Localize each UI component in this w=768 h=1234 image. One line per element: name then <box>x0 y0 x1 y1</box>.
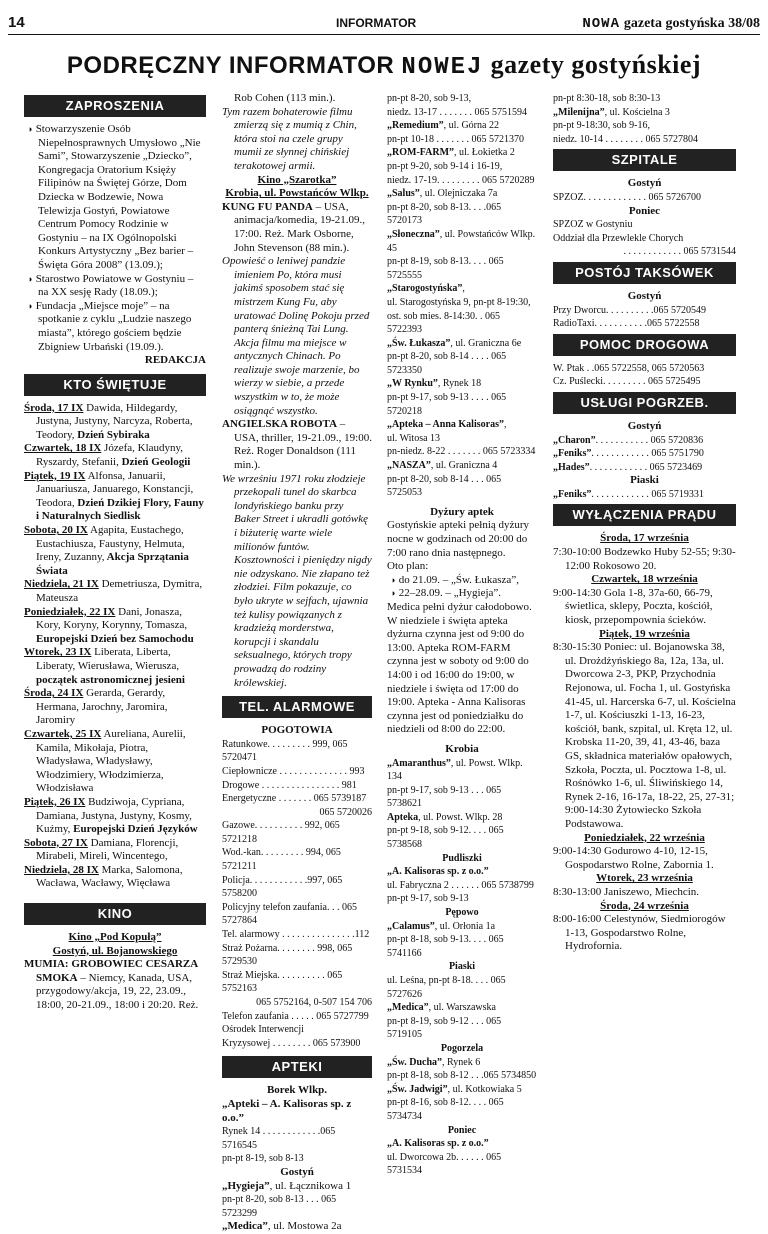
wylaczenia-pradu-heading: WYŁĄCZENIA PRĄDU <box>553 504 736 526</box>
outage-text: 9:00-14:30 Godurowo 4-10, 12-15, Gospodarstwo Rolne, Zabornia 1. <box>553 845 714 871</box>
pharmacy-line <box>387 350 537 377</box>
pharmacy-line <box>387 784 537 811</box>
nameday-entry <box>24 864 206 891</box>
page-number: 14 <box>8 14 25 31</box>
kto-swietuje-heading: KTO ŚWIĘTUJE <box>24 374 206 396</box>
title-pre: PODRĘCZNY INFORMATOR <box>66 52 395 79</box>
nameday-list <box>24 402 206 891</box>
pharmacy-detail: , ul. Kotkowiaka 5 <box>447 1083 522 1095</box>
pharmacy-name: „Słoneczna” <box>387 228 440 240</box>
pomoc-drogowa-heading: POMOC DROGOWA <box>553 334 736 356</box>
nameday-date: Środa, 17 IX <box>24 401 84 414</box>
nameday-date: Niedziela, 28 IX <box>24 863 99 876</box>
pharmacy-line <box>387 119 537 133</box>
page-title <box>0 50 768 81</box>
pharmacy-line <box>387 228 537 255</box>
nameday-names: Gerarda, Gerardy, Hermana, Jarochny, Jaromira, Jaromiry <box>36 687 168 727</box>
pharmacy-line <box>387 920 537 934</box>
city-heading: Borek Wlkp. <box>266 1084 328 1097</box>
publication-name <box>582 14 760 32</box>
pharmacy-address: , ul. Kościelna 3 <box>604 106 670 118</box>
pharmacy-detail: ul. Witosa 13 <box>387 432 441 444</box>
pharmacy-detail: pn-pt 8-18, sob 8-12 . . .065 5734850 <box>387 1070 537 1082</box>
nameday-event: Akcja Sprzątania Świata <box>36 551 189 577</box>
city-heading: Poniec <box>447 1124 477 1136</box>
pharmacy-name: „Remedium” <box>387 120 444 132</box>
pharmacy-line <box>387 1151 537 1178</box>
nameday-entry <box>24 442 206 469</box>
funeral-phone: . . . . . . . . . . . . 065 5751790 <box>591 448 704 460</box>
nameday-event: Dzień Geologii <box>118 456 191 469</box>
pharmacy-name: „Starogostyńska” <box>387 283 463 295</box>
phone-entry: Drogowe . . . . . . . . . . . . . . . . 981 <box>222 779 357 791</box>
dyzury-heading: Dyżury aptek <box>430 505 494 518</box>
city-heading: Poniec <box>628 204 661 217</box>
apteki-heading: APTEKI <box>222 1056 372 1078</box>
pharmacy-line <box>387 933 537 960</box>
outage-text: 8:30-15:30 Poniec: ul. Bojanowska 38, ul. Drożdżyńskiego 8a, 12a, 13a, ul. Dworcowa 2-3, PKP, Przychodnia Rejonowa, ul. Focha 1, ul. Gostyńska 41-45, ul. Harcerska 6-7, ul. Kościelna 1-7, ul. Kościuszki 1-13, 16-23, kościół, bank, szpital, ul. Kręta 12, ul. Krobska 11-20, 39, 41, 43-46, baza GS, składnica materiałów opałowych, Szkoła, Poczta, ul. Pocztowa 1-8, ul. Rośnówko 1-6, ul. Śliwińskiego 14, Rynek 2-16, 16-17a, 18-22, 25, 27-31; 9:00-14:30 Żytowiecko Szkoła Podstawowa. <box>553 641 736 830</box>
pharmacy-detail: pn-pt 8-20, sob 8-14 . . . . 065 5723350 <box>387 351 507 376</box>
pharmacy-line <box>387 187 537 201</box>
nameday-entry <box>24 578 206 605</box>
funeral-phone: . . . . . . . . . . . . 065 5723469 <box>589 461 703 473</box>
nameday-event: Dzień Dzikiej Flory, Fauny i Naturalnych Siedlisk <box>36 496 204 523</box>
pharmacy-name: „Medica” <box>387 1002 429 1014</box>
zaproszenie-item: ◗ Stowarzyszenie Osób Niepełnosprawnych Umysłowo „Nie Sami”, Stowarzyszenie „Dziecko”, Kongregacja Oratorium Księży Filipinów na Świętej Górze, Dom Dziecka w Bodzewie, Nowa Telewizja Gostyń, Powiatowe Centrum Pomocy Rodzinie w Gostyniu – na IX Ogólnopolski Konkurs Artystyczny „Bez barier – Święta Góra 2008” (13.09.); <box>24 123 206 273</box>
taxi-entry: RadioTaxi. . . . . . . . . . .065 5722558 <box>553 318 700 330</box>
outage-text: 8:00-16:00 Celestynów, Siedmiorogów 1-13, Gospodarstwo Rolne, Hydrofornia. <box>553 913 726 953</box>
pharmacy-detail: ost. sob mies. 8-14:30. . 065 5722393 <box>387 310 501 336</box>
pharmacy-line <box>387 1001 537 1015</box>
pharmacy-list-region <box>387 757 537 1178</box>
pharmacy-line <box>387 92 537 106</box>
pharmacy-detail: pn-pt 10-18 . . . . . . . 065 5721370 <box>387 133 524 145</box>
phone-entry: Tel. alarmowy . . . . . . . . . . . . . . .112 <box>222 929 370 941</box>
film-title: MUMIA: GROBOWIEC CESARZA SMOKA <box>24 958 198 984</box>
phone-entry: Policyjny telefon zaufania. . . 065 5727864 <box>222 901 357 927</box>
kino-name: Kino „Pod Kopułą” <box>68 931 162 944</box>
pharmacy-name: „Św. Łukasza” <box>387 337 451 349</box>
page-header <box>0 0 768 44</box>
film-description: Opowieść o leniwej pandzie imieniem Po, która musi jakimś sposobem stać się mistrzem Kung Fu, aby uratować Dolinę Pokoju przed panterą śnieżną Tai Lung. Akcja filmu ma miejsce w antycznych Chinach. Po realizuje swoje marzenie, bo wierzy w siebie, a przede wszystkim w to, że może osiągnąć wszystko. <box>222 255 370 417</box>
film-description: Tym razem bohaterowie filmu zmierzą się z mumią z Chin, która stoi na czele grupy mumii ze słynnej chińskiej terakotowej armii. <box>222 105 357 172</box>
pharmacy-detail: niedz. 17-19. . . . . . . . . 065 5720289 <box>387 174 535 186</box>
plan-item: ◗ do 21.09. – „Św. Łukasza”, <box>387 574 537 588</box>
pharmacy-name: „Milenijna” <box>553 106 605 118</box>
nameday-entry <box>24 646 206 687</box>
pharmacy-detail: , ul. Graniczna 4 <box>430 460 498 472</box>
pharmacy-line <box>387 1069 537 1083</box>
nameday-entry <box>24 470 206 524</box>
pharmacy-line <box>387 310 537 337</box>
nameday-event: Europejski Dzień Języków <box>70 823 198 836</box>
nameday-date: Wtorek, 23 IX <box>24 646 92 659</box>
film-title: KUNG FU PANDA <box>222 200 313 213</box>
funeral-name: „Hades” <box>553 461 590 473</box>
pharmacy-name: „A. Kalisoras sp. z o.o.” <box>387 866 489 878</box>
city-heading: Piaski <box>448 961 476 973</box>
pharmacy-detail: pn-pt 9-18, sob 9-12. . . . 065 5738568 <box>387 825 504 851</box>
nameday-entry <box>24 837 206 864</box>
nameday-names: Alfonsa, Januarii, Januariusza, Januarego, Konstancji, Teodora, <box>36 469 194 509</box>
pharmacy-name: „ROM-FARM” <box>387 147 455 159</box>
pharmacy-detail: , ul. Powstańców Wlkp. 45 <box>387 228 536 254</box>
pharmacy-detail: pn-pt 8-19, sob 9-12 . . . 065 5719105 <box>387 1015 502 1041</box>
funeral-phone: . . . . . . . . . . . . 065 5719331 <box>591 488 704 500</box>
pharmacy-name: Apteka <box>387 811 419 823</box>
phone-entry: Energetyczne . . . . . . . 065 5739187 <box>222 793 367 805</box>
nameday-date: Piątek, 26 IX <box>24 795 86 808</box>
pharmacy-line <box>387 418 537 432</box>
pharmacy-detail: pn-pt 8-20, sob 8-13. . . .065 5720173 <box>387 201 502 227</box>
pharmacy-hours: pn-pt 8:30-18, sob 8:30-13 <box>553 93 661 104</box>
phone-entry: Wod.-kan. . . . . . . . . 994, 065 5721211 <box>222 847 341 873</box>
pharmacy-name: „NASZA” <box>387 460 431 472</box>
pharmacy-address: Rynek 14 . . . . . . . . . . . .065 5716545 <box>222 1126 336 1151</box>
film-details: – USA, animacja/komedia, 19-21.09., 17:00. Reż. Mark Osborne, John Stevenson (88 min.). <box>234 200 366 254</box>
nameday-names: Budziwoja, Cypriana, Damiana, Justyna, Justyny, Kosmy, Kuźmy, <box>36 795 192 836</box>
film-description: We wrześniu 1971 roku złodzieje przekopali tunel do skarbca londyńskiego banku przy Baker Street i ukradli gotówkę i biżuterię warte wiele milionów funtów. Kosztowności i pieniędzy nigdy nie odzyskano. Nie złapano też złodziei. Film pokazuje, co było ukryte w sejfach, ujawnia też kulisy powiązanych z kradzieżą morderstwa, korupcji i skandalu seksualnego, których tropy prowadzą do rodziny królewskiej. <box>222 472 372 689</box>
pharmacy-line <box>387 1096 537 1123</box>
pharmacy-detail: ul. Starogostyńska 9, pn-pt 8-19:30, <box>387 296 531 308</box>
nameday-names: Demetriusza, Dymitra, Mateusza <box>36 578 203 604</box>
pharmacy-name: „Hygieja” <box>222 1179 270 1192</box>
city-heading: Gostyń <box>627 177 662 190</box>
nameday-event: Dzień Sybiraka <box>74 428 150 441</box>
pharmacy-detail: pn-pt 9-17, sob 9-13 . . . 065 5738621 <box>387 784 502 810</box>
pharmacy-name: „Apteka – Anna Kalisoras” <box>387 419 504 431</box>
funeral-name: „Feniks” <box>553 488 592 500</box>
pharmacy-hours: pn-pt 9-18:30, sob 9-16, <box>553 120 650 132</box>
phone-entry: Straż Pożarna. . . . . . . . 998, 065 5729530 <box>222 942 353 968</box>
pharmacy-line <box>387 445 537 459</box>
pharmacy-line <box>387 337 537 351</box>
medica-text: Medica pełni dyżur całodobowo. W niedziele i święta apteka dyżurna czynna jest od 9:00 do 13:00. Apteka ROM-FARM czynna jest w soboty od 9:00 do 14:00 i od 16:00 do 19:00, w niedziele i święta od 17:00 do 19:00. Apteka - Anna Kalisoras czynna jest od poniedziałku do niedzieli od 8:00 do 22:00. <box>387 600 532 736</box>
city-heading: Pępowo <box>445 907 479 919</box>
power-outage-list <box>553 532 736 953</box>
pharmacy-detail: ul. Fabryczna 2 . . . . . . 065 5738799 <box>387 879 534 891</box>
funeral-entry <box>553 461 736 475</box>
phone-entry: 065 5752164, 0-507 154 706 <box>256 997 372 1008</box>
city-heading: Gostyń <box>280 1165 314 1178</box>
pharmacy-line <box>387 133 537 147</box>
kino-heading: KINO <box>24 903 206 925</box>
pharmacy-address: , ul. Mostowa 2a <box>267 1220 342 1233</box>
pharmacy-detail: , ul. Orłonia 1a <box>434 920 496 932</box>
pharmacy-name: „Calamus” <box>387 920 435 932</box>
nameday-date: Poniedziałek, 22 IX <box>24 605 116 618</box>
outage-date: Środa, 17 września <box>600 532 689 545</box>
city-heading: Pogorzela <box>440 1042 484 1054</box>
outage-text: 8:30-13:00 Janiszewo, Miechcin. <box>553 885 700 898</box>
outage-text: 9:00-14:30 Gola 1-8, 37a-60, 66-79, świetlica, sklepy, Poczta, kościół, kiosk, przepompownia ścieków. <box>553 586 713 627</box>
film-details-cont: Rob Cohen (113 min.). <box>234 92 336 104</box>
pharmacy-detail: pn-pt 8-16, sob 8-12. . . . 065 5734734 <box>387 1097 504 1122</box>
pharmacy-detail: , Rynek 6 <box>442 1056 481 1068</box>
film-details: – USA, thriller, 19-21.09., 19:00. Reż. Roger Donaldson (111 min.). <box>234 418 372 472</box>
funeral-name: „Feniks” <box>553 448 592 460</box>
pharmacy-line <box>387 174 537 188</box>
pharmacy-line <box>387 201 537 228</box>
pharmacy-line <box>387 879 537 893</box>
pharmacy-line <box>387 391 537 418</box>
pharmacy-detail: niedz. 13-17 . . . . . . . 065 5751594 <box>387 106 527 118</box>
phone-entry: Gazowe. . . . . . . . . . 992, 065 5721218 <box>222 820 340 845</box>
pharmacy-line <box>387 757 537 784</box>
pharmacy-line <box>387 1015 537 1042</box>
pharmacy-detail: , <box>462 283 465 295</box>
pharmacy-name: „Amaranthus” <box>387 757 451 769</box>
film-title: ANGIELSKA ROBOTA <box>222 418 338 431</box>
outage-date: Poniedziałek, 22 września <box>584 831 705 844</box>
funeral-list <box>553 434 736 475</box>
funeral-entry <box>553 434 736 448</box>
nameday-names: Józefa, Klaudyny, Ryszardy, Stefanii, <box>36 442 184 469</box>
pharmacy-address: , ul. Łącznikowa 1 <box>269 1179 352 1192</box>
phone-entry: Policja. . . . . . . . . . . .997, 065 5758200 <box>222 874 343 900</box>
pogotowia-heading: POGOTOWIA <box>261 724 333 737</box>
pharmacy-line <box>387 824 537 851</box>
pharmacy-hours: pn-pt 8-19, sob 8-13 <box>222 1153 304 1165</box>
dyzury-text: Gostyńskie apteki pełnią dyżury nocne w godzinach od 20:00 do 7:00 rano dnia następnego. <box>387 519 530 559</box>
pharmacy-line <box>387 106 537 120</box>
pub-rest: gazeta gostyńska 38/08 <box>623 16 760 31</box>
phone-entry: Kryzysowej . . . . . . . . 065 573900 <box>222 1037 361 1049</box>
outage-text: 7:30-10:00 Bodzewko Huby 52-55; 9:30-12:00 Rokosowo 20. <box>553 546 736 572</box>
pharmacy-detail: , ul. Olejniczaka 7a <box>419 188 498 200</box>
phone-entry: 065 5720026 <box>319 806 372 818</box>
pharmacy-line <box>387 865 537 879</box>
hospital-phone: . . . . . . . . . . . . 065 5731544 <box>623 246 736 258</box>
nameday-date: Czwartek, 25 IX <box>24 727 102 740</box>
nameday-names: Dani, Jonasza, Kory, Koryny, Korynny, Tomasza, <box>36 605 188 632</box>
pub-nowa: NOWA <box>582 16 620 32</box>
pharmacy-line <box>387 296 537 310</box>
pharmacy-hours: pn-pt 8-20, sob 8-13 . . . 065 5723299 <box>222 1194 337 1219</box>
pharmacy-detail: ul. Dworcowa 2b. . . . . . 065 5731534 <box>387 1151 502 1177</box>
city-heading: Krobia <box>445 742 479 755</box>
city-heading: Gostyń <box>627 289 662 302</box>
taxi-entry: Przy Dworcu. . . . . . . . . .065 5720549 <box>553 304 707 316</box>
pharmacy-detail: , Rynek 18 <box>437 378 482 390</box>
zaproszenia-heading: ZAPROSZENIA <box>24 95 206 117</box>
nameday-names: Aureliana, Aurelii, Kamila, Mikołaja, Piotra, Władysława, Władysławy, Włodzimiery, Włodzimierza, Włodzisława <box>36 727 186 795</box>
nameday-date: Piątek, 19 IX <box>24 469 86 482</box>
pharmacy-detail: pn-pt 9-20, sob 9-14 i 16-19, <box>387 160 503 172</box>
film-details: – Niemcy, Kanada, USA, przygodowy/akcja, 19, 22, 23.09., 18:00, 20-21.09., 18:00 i 20:20. Reż. <box>36 971 199 1012</box>
uslugi-pogrzebowe-heading: USŁUGI POGRZEB. <box>553 392 736 414</box>
taxi-heading: POSTÓJ TAKSÓWEK <box>553 262 736 284</box>
pharmacy-name: „Medica” <box>222 1220 268 1233</box>
outage-date: Czwartek, 18 września <box>591 573 698 586</box>
nameday-entry <box>24 524 206 578</box>
nameday-entry <box>24 606 206 647</box>
pharmacy-line <box>387 1137 537 1151</box>
nameday-names: Dawida, Hildegardy, Justyna, Justyny, Narcyza, Roberta, Teodory, <box>36 401 193 441</box>
pharmacy-name: „W Rynku” <box>387 378 438 390</box>
pharmacy-line <box>387 473 537 500</box>
pharmacy-line <box>387 974 537 1001</box>
column-1 <box>24 92 206 1013</box>
outage-date: Piątek, 19 września <box>599 627 690 640</box>
column-2 <box>222 92 372 1234</box>
plan-label: Oto plan: <box>387 560 429 573</box>
roadside-entry: Cz. Puślecki. . . . . . . . . 065 5725495 <box>553 376 701 388</box>
phone-entry: Straż Miejska. . . . . . . . . . 065 5752163 <box>222 969 343 995</box>
pharmacy-line <box>387 1083 537 1097</box>
nameday-entry <box>24 402 206 443</box>
phone-entry: Ratunkowe. . . . . . . . . 999, 065 5720471 <box>222 738 348 764</box>
nameday-entry <box>24 687 206 728</box>
title-post: gazety gostyńskiej <box>490 50 702 79</box>
phone-entry: Ośrodek Interwencji <box>222 1024 304 1036</box>
hospital-entry: SPZOZ w Gostyniu <box>553 219 633 231</box>
section-name: INFORMATOR <box>336 16 417 30</box>
city-heading: Pudliszki <box>442 852 482 864</box>
pharmacy-detail: ul. Leśna, pn-pt 8-18. . . . 065 5727626 <box>387 975 506 1000</box>
column-4 <box>553 92 736 954</box>
nameday-date: Sobota, 20 IX <box>24 524 88 537</box>
pharmacy-line <box>387 1056 537 1070</box>
pharmacy-detail: pn-pt 8-19, sob 8-13. . . . 065 5725555 <box>387 256 504 281</box>
pharmacy-line <box>387 377 537 391</box>
nameday-names: Agapita, Eustachego, Eustachiusza, Faustyny, Helmuta, Ireny, Zuzanny, <box>36 524 185 564</box>
kino-address: Gostyń, ul. Bojanowskiego <box>52 944 178 957</box>
pharmacy-detail: , <box>503 419 507 431</box>
szpitale-heading: SZPITALE <box>553 149 736 171</box>
funeral-name: „Charon” <box>553 434 596 446</box>
nameday-date: Środa, 24 IX <box>24 687 84 700</box>
nameday-date: Czwartek, 18 IX <box>24 442 102 455</box>
pharmacy-hours: niedz. 10-14 . . . . . . . . 065 5727804 <box>553 133 698 145</box>
phone-entry: Ciepłownicze . . . . . . . . . . . . . . 993 <box>222 765 365 777</box>
tel-alarmowe-heading: TEL. ALARMOWE <box>222 696 372 718</box>
plan-item: ◗ 22–28.09. – „Hygieja”. <box>387 587 537 601</box>
title-nowej: NOWEJ <box>401 54 484 81</box>
kino-name: Kino „Szarotka” <box>257 173 337 186</box>
nameday-event: Europejski Dzień bez Samochodu <box>36 632 194 645</box>
pharmacy-detail: pn-pt 9-17, sob 9-13 . . . . 065 5720218 <box>387 392 507 417</box>
pharmacy-name: „Apteki – A. Kalisoras sp. z o.o.” <box>222 1097 352 1124</box>
pharmacy-detail: pn-pt 8-20, sob 9-13, <box>387 93 472 104</box>
pharmacy-line <box>387 255 537 282</box>
pharmacy-detail: pn-niedz. 8-22 . . . . . . . 065 5723334 <box>387 446 536 458</box>
pharmacy-line <box>387 892 537 906</box>
pharmacy-detail: , ul. Powst. Wlkp. 134 <box>387 757 523 783</box>
nameday-names: Marka, Salomona, Wacława, Wacławy, Więcława <box>36 863 183 890</box>
nameday-entry <box>24 796 206 837</box>
pharmacy-detail: , ul. Warszawska <box>428 1002 496 1014</box>
column-3 <box>387 92 537 1178</box>
pharmacy-detail: , ul. Graniczna 6e <box>450 337 522 349</box>
nameday-event: początek astronomicznej jesieni <box>36 673 185 686</box>
outage-date: Wtorek, 23 września <box>596 872 693 885</box>
pharmacy-name: „Św. Ducha” <box>387 1056 443 1068</box>
city-heading: Gostyń <box>627 419 662 432</box>
roadside-entry: W. Ptak . .065 5722558, 065 5720563 <box>553 362 705 374</box>
pharmacy-line <box>387 146 537 160</box>
zaproszenie-item: ◗ Starostwo Powiatowe w Gostyniu – na XX sesję Rady (18.09.); <box>24 273 206 300</box>
pharmacy-detail: pn-pt 9-17, sob 9-13 <box>387 893 469 905</box>
pharmacy-name: „A. Kalisoras sp. z o.o.” <box>387 1138 489 1150</box>
nameday-entry <box>24 728 206 796</box>
funeral-entry <box>553 447 736 461</box>
phone-entry: Telefon zaufania . . . . . 065 5727799 <box>222 1010 369 1022</box>
pharmacy-line <box>387 432 537 446</box>
pharmacy-line <box>387 160 537 174</box>
hospital-entry: SPZOZ. . . . . . . . . . . . . 065 5726700 <box>553 191 702 203</box>
nameday-date: Sobota, 27 IX <box>24 836 88 849</box>
pharmacy-line <box>387 282 537 296</box>
pharmacy-detail: pn-pt 8-20, sob 8-14 . . . 065 5725053 <box>387 473 502 499</box>
pharmacy-name: „Św. Jadwigi” <box>387 1083 448 1095</box>
pharmacy-line <box>387 459 537 473</box>
pharmacy-line <box>387 811 537 825</box>
kino-address: Krobia, ul. Powstańców Wlkp. <box>225 187 369 200</box>
pharmacy-detail: , ul. Łokietka 2 <box>454 147 515 159</box>
pharmacy-detail: , ul. Górna 22 <box>443 120 499 132</box>
pharmacy-name: „Salus” <box>387 188 420 200</box>
phone-list <box>222 738 372 1051</box>
pharmacy-list-gostyn <box>387 92 537 500</box>
hospital-entry: Oddział dla Przewlekle Chorych <box>553 232 684 244</box>
nameday-names: Liberata, Liberta, Liberaty, Wierusława, Wierusza, <box>36 646 180 672</box>
nameday-names: Damiana, Florencji, Mirabeli, Mireli, Wincentego, <box>36 836 179 863</box>
header-rule <box>8 34 760 35</box>
city-heading: Piaski <box>630 474 659 487</box>
nameday-date: Niedziela, 21 IX <box>24 578 99 591</box>
outage-date: Środa, 24 września <box>600 899 689 912</box>
funeral-phone: . . . . . . . . . . . 065 5720836 <box>595 434 704 446</box>
pharmacy-detail: pn-pt 8-18, sob 9-13. . . . 065 5741166 <box>387 934 504 959</box>
pharmacy-detail: , ul. Powst. Wlkp. 28 <box>418 811 503 823</box>
zaproszenie-item: ◗ Fundacja „Miejsce moje” – na spotkanie z cyklu „Ludzie naszego miasta”, którego gościem będzie Zbigniew Urbański (19.09.). <box>24 300 206 354</box>
redakcja-signature: REDAKCJA <box>144 354 206 367</box>
